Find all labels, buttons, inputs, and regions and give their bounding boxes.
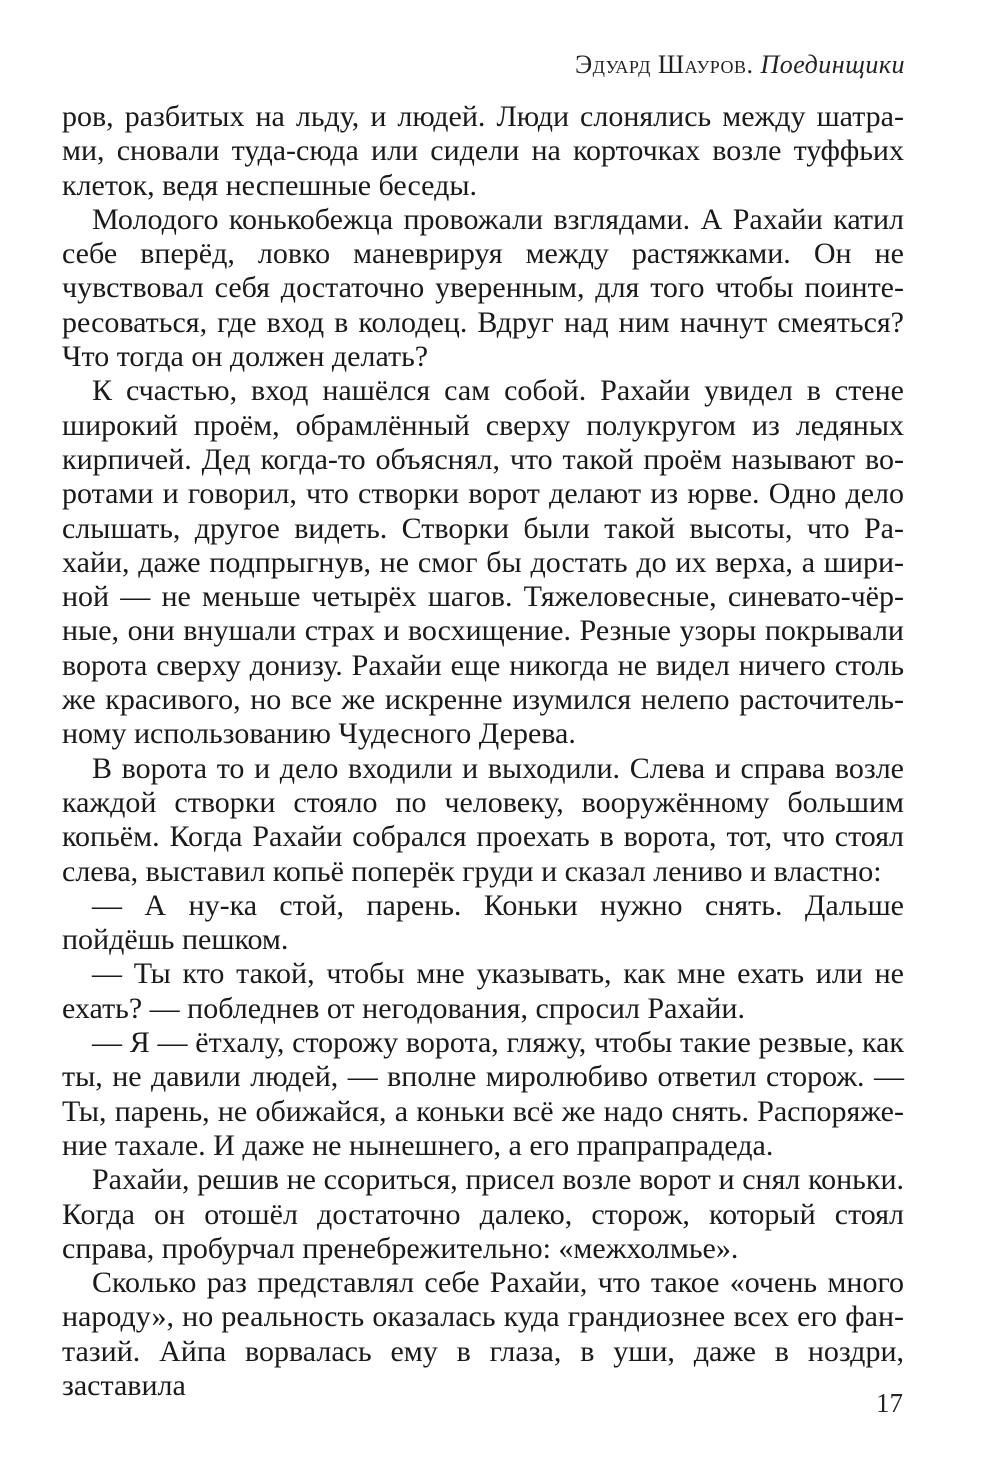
paragraph: Рахайи, решив не ссориться, присел возле ворот и снял коньки. Когда он отошёл достаточно далеко, сторож, который стоял справа, пробурчал пренебрежительно: «межхолмье».: [62, 1163, 904, 1265]
paragraph: В ворота то и дело входили и выходили. Слева и справа возле каждой створки стояло по человеку, вооружённому большим копьём. Когда Рахайи собрался проехать в ворота, тот, что стоял слева, выставил копьё поперёк груди и сказал лениво и властно:: [62, 751, 904, 888]
paragraph: ров, разбитых на льду, и людей. Люди слонялись между шатрами, сновали туда-сюда или сидели на корточках возле туффьих клеток, ведя неспешные беседы.: [62, 100, 904, 202]
page-number: 17: [876, 1388, 903, 1418]
body-text: [62, 100, 904, 1403]
running-head-author: Эдуард Шауров.: [574, 50, 754, 79]
dialogue-line: — Ты кто такой, чтобы мне указывать, как мне ехать или не ехать? — побледнев от негодования, спросил Рахайи.: [62, 957, 904, 1025]
paragraph: Сколько раз представлял себе Рахайи, что такое «очень много народу», но реальность оказалась куда грандиознее всех его фантазий. Айпа ворвалась ему в глаза, в уши, даже в ноздри, заставила: [62, 1266, 904, 1402]
paragraph: Молодого конькобежца провожали взглядами. А Рахайи катил себе вперёд, ловко маневрируя между растяжками. Он не чувствовал себя достаточно уверенным, для того чтобы поинтересоваться, где вход в колодец. Вдруг над ним начнут смеяться? Что тогда он должен делать?: [62, 202, 904, 374]
paragraph: К счастью, вход нашёлся сам собой. Рахайи увидел в стене широкий проём, обрамлённый сверху полукругом из ледяных кирпичей. Дед когда-то объяснял, что такой проём называют воротами и говорил, что створки ворот делают из юрве. Одно дело слышать, другое видеть. Створки были такой высоты, что Рахайи, даже подпрыгнув, не смог бы достать до их верха, а шириной — не меньше четырёх шагов. Тяжеловесные, синевато-чёрные, они внушали страх и восхищение. Резные узоры покрывали ворота сверху донизу. Рахайи еще никогда не видел ничего столь же красивого, но все же искренне изумился нелепо расточительному использованию Чудесного Дерева.: [62, 374, 904, 751]
running-head-title: Поединщики: [760, 50, 905, 79]
dialogue-line: — Я — ётхалу, сторожу ворота, гляжу, чтобы такие резвые, как ты, не давили людей, — вполне миролюбиво ответил сторож. — Ты, парень, не обижайся, а коньки всё же надо снять. Распоряжение тахале. И даже не нынешнего, а его прапрапрадеда.: [62, 1026, 904, 1162]
running-head: [575, 50, 905, 80]
dialogue-line: — А ну-ка стой, парень. Коньки нужно снять. Дальше пойдёшь пешком.: [62, 888, 904, 957]
